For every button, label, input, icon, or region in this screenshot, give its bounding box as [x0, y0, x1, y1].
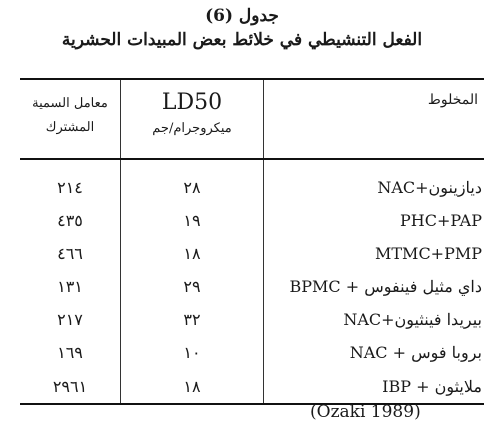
- table-row: [20, 237, 484, 270]
- cell-ld50: ١٨: [121, 369, 264, 404]
- cell-ld50: ٢٩: [121, 270, 264, 303]
- cell-toxicity: ٤٦٦: [57, 244, 83, 263]
- cell-toxicity: ١٦٩: [57, 343, 83, 362]
- cell-toxicity: ١٣١: [57, 277, 83, 296]
- header-ld50-unit: ميكروجرام/جم: [152, 121, 232, 136]
- cell-toxicity: ٤٣٥: [57, 211, 83, 230]
- cell-ld50: ٣٢: [121, 303, 264, 336]
- table-row: [20, 159, 484, 204]
- cell-toxicity: ٢١٧: [57, 310, 83, 329]
- source-citation: (Ozaki 1989): [310, 402, 421, 422]
- cell-toxicity: ٢١٤: [57, 177, 83, 197]
- cell-ld50: ١٠: [121, 336, 264, 369]
- header-mixture: المخلوط: [264, 79, 484, 159]
- insecticide-mixtures-table: [20, 78, 484, 405]
- table-row: [20, 303, 484, 336]
- cell-mixture: MTMC+PMP: [375, 244, 482, 263]
- cell-ld50: ١٩: [121, 204, 264, 237]
- table-caption: الفعل التنشيطي في خلائط بعض المبيدات الحشرية: [61, 30, 423, 50]
- cell-mixture: ديازينون+NAC: [377, 177, 482, 197]
- cell-toxicity: ٢٩٦١: [20, 369, 121, 404]
- cell-mixture: بروبا فوس + NAC: [349, 343, 482, 362]
- header-ld50-label: LD50: [161, 90, 223, 115]
- table-row: [20, 336, 484, 369]
- header-toxicity-line2: المشترك: [45, 120, 95, 135]
- cell-mixture: بيريدا فينثيون+NAC: [343, 310, 482, 329]
- table-row: [20, 270, 484, 303]
- cell-ld50: ٢٨: [121, 159, 264, 204]
- header-ld50: [121, 79, 264, 159]
- header-toxicity-line1: معامل السمية: [32, 96, 108, 111]
- cell-mixture: داي مثيل فينفوس + BPMC: [289, 277, 482, 296]
- header-toxicity: [20, 79, 121, 159]
- table-row: [20, 204, 484, 237]
- table-row: [20, 369, 484, 404]
- table-header-row: [20, 79, 484, 159]
- cell-mixture: ملايثون + IBP: [264, 369, 484, 404]
- cell-ld50: ١٨: [121, 237, 264, 270]
- cell-mixture: PHC+PAP: [400, 211, 482, 230]
- table-number: جدول (6): [205, 6, 279, 26]
